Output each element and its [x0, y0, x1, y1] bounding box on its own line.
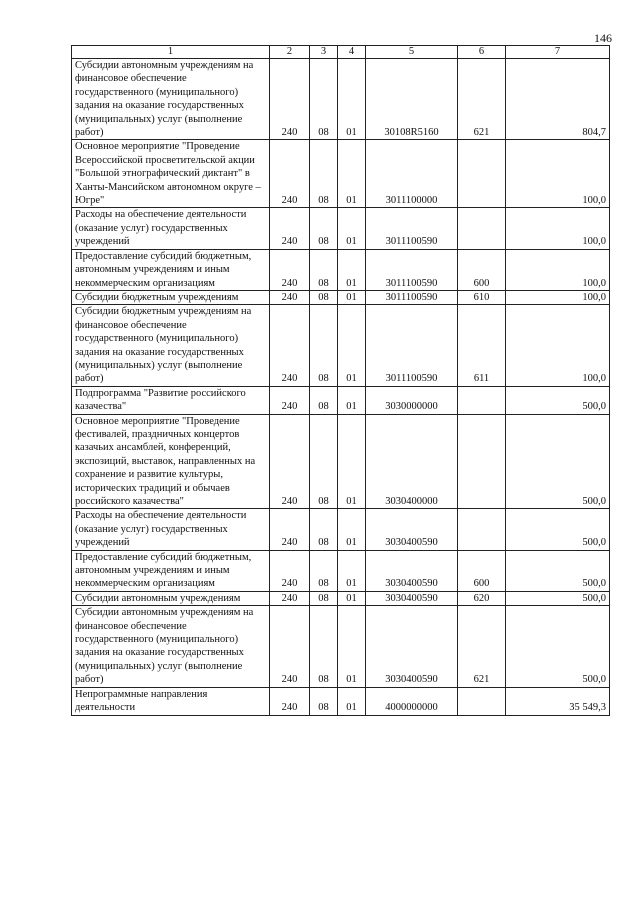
- header-col-6: 6: [458, 46, 506, 59]
- col-5-value: 4000000000: [366, 687, 458, 715]
- col-6-value: 611: [458, 305, 506, 386]
- table-row: [72, 687, 610, 715]
- col-7-value: 500,0: [506, 386, 610, 414]
- col-4-value: 01: [338, 208, 366, 249]
- col-5-value: 30108R5160: [366, 59, 458, 140]
- budget-table: [71, 45, 610, 716]
- col-5-value: 3011100590: [366, 305, 458, 386]
- col-4-value: 01: [338, 59, 366, 140]
- col-5-value: 3011100590: [366, 249, 458, 290]
- col-3-value: 08: [310, 386, 338, 414]
- col-3-value: 08: [310, 606, 338, 687]
- item-name: Основное мероприятие "Проведение Всероссийской просветительской акции "Большой этнографический диктант" в Ханты-Мансийском автономном округе – Югре": [72, 140, 270, 208]
- item-name: Субсидии бюджетным учреждениям: [72, 290, 270, 304]
- item-name: Субсидии автономным учреждениям: [72, 591, 270, 605]
- col-7-value: 804,7: [506, 59, 610, 140]
- col-4-value: 01: [338, 414, 366, 509]
- col-3-value: 08: [310, 249, 338, 290]
- col-7-value: 500,0: [506, 414, 610, 509]
- col-6-value: 621: [458, 59, 506, 140]
- col-2-value: 240: [270, 591, 310, 605]
- col-6-value: 620: [458, 591, 506, 605]
- col-5-value: 3030400000: [366, 414, 458, 509]
- item-name: Предоставление субсидий бюджетным, автономным учреждениям и иным некоммерческим организациям: [72, 249, 270, 290]
- col-6-value: [458, 208, 506, 249]
- table-row: [72, 509, 610, 550]
- col-3-value: 08: [310, 290, 338, 304]
- col-2-value: 240: [270, 305, 310, 386]
- col-4-value: 01: [338, 249, 366, 290]
- col-4-value: 01: [338, 687, 366, 715]
- col-7-value: 100,0: [506, 249, 610, 290]
- table-row: [72, 140, 610, 208]
- col-6-value: 600: [458, 249, 506, 290]
- col-4-value: 01: [338, 290, 366, 304]
- col-3-value: 08: [310, 509, 338, 550]
- item-name: Расходы на обеспечение деятельности (оказание услуг) государственных учреждений: [72, 509, 270, 550]
- col-2-value: 240: [270, 249, 310, 290]
- col-5-value: 3030400590: [366, 591, 458, 605]
- header-col-5: 5: [366, 46, 458, 59]
- col-5-value: 3030400590: [366, 509, 458, 550]
- item-name: Предоставление субсидий бюджетным, автономным учреждениям и иным некоммерческим организациям: [72, 550, 270, 591]
- col-3-value: 08: [310, 591, 338, 605]
- table-row: [72, 550, 610, 591]
- table-row: [72, 305, 610, 386]
- col-4-value: 01: [338, 550, 366, 591]
- col-3-value: 08: [310, 140, 338, 208]
- item-name: Основное мероприятие "Проведение фестивалей, праздничных концертов казачьих ансамблей, конференций, экспозиций, выставок, направленных на сохранение и развитие культуры, исторических традиций и обычаев российского казачества": [72, 414, 270, 509]
- col-5-value: 3011100590: [366, 208, 458, 249]
- header-col-1: 1: [72, 46, 270, 59]
- header-col-7: 7: [506, 46, 610, 59]
- col-3-value: 08: [310, 208, 338, 249]
- col-2-value: 240: [270, 509, 310, 550]
- table-row: [72, 606, 610, 687]
- col-3-value: 08: [310, 687, 338, 715]
- col-7-value: 500,0: [506, 550, 610, 591]
- col-2-value: 240: [270, 386, 310, 414]
- col-2-value: 240: [270, 290, 310, 304]
- col-5-value: 3011100590: [366, 290, 458, 304]
- col-7-value: 35 549,3: [506, 687, 610, 715]
- item-name: Субсидии бюджетным учреждениям на финансовое обеспечение государственного (муниципального) задания на оказание государственных (муниципальных) услуг (выполнение работ): [72, 305, 270, 386]
- col-2-value: 240: [270, 59, 310, 140]
- col-7-value: 100,0: [506, 208, 610, 249]
- table-row: [72, 591, 610, 605]
- col-5-value: 3030400590: [366, 606, 458, 687]
- col-7-value: 500,0: [506, 606, 610, 687]
- header-row: [72, 46, 610, 59]
- table-row: [72, 290, 610, 304]
- col-2-value: 240: [270, 687, 310, 715]
- item-name: Субсидии автономным учреждениям на финансовое обеспечение государственного (муниципального) задания на оказание государственных (муниципальных) услуг (выполнение работ): [72, 59, 270, 140]
- col-7-value: 500,0: [506, 591, 610, 605]
- col-4-value: 01: [338, 606, 366, 687]
- col-3-value: 08: [310, 305, 338, 386]
- col-2-value: 240: [270, 606, 310, 687]
- col-6-value: [458, 386, 506, 414]
- col-4-value: 01: [338, 305, 366, 386]
- item-name: Непрограммные направления деятельности: [72, 687, 270, 715]
- col-3-value: 08: [310, 59, 338, 140]
- col-4-value: 01: [338, 140, 366, 208]
- col-7-value: 500,0: [506, 509, 610, 550]
- col-2-value: 240: [270, 550, 310, 591]
- table-row: [72, 414, 610, 509]
- col-4-value: 01: [338, 509, 366, 550]
- item-name: Подпрограмма "Развитие российского казачества": [72, 386, 270, 414]
- col-6-value: [458, 509, 506, 550]
- col-4-value: 01: [338, 591, 366, 605]
- col-4-value: 01: [338, 386, 366, 414]
- col-3-value: 08: [310, 414, 338, 509]
- col-2-value: 240: [270, 140, 310, 208]
- header-col-3: 3: [310, 46, 338, 59]
- col-7-value: 100,0: [506, 290, 610, 304]
- col-6-value: [458, 414, 506, 509]
- col-2-value: 240: [270, 208, 310, 249]
- col-6-value: [458, 140, 506, 208]
- page-number: 146: [594, 31, 612, 45]
- col-2-value: 240: [270, 414, 310, 509]
- header-col-4: 4: [338, 46, 366, 59]
- table-row: [72, 386, 610, 414]
- table-row: [72, 249, 610, 290]
- col-7-value: 100,0: [506, 140, 610, 208]
- table-row: [72, 208, 610, 249]
- item-name: Субсидии автономным учреждениям на финансовое обеспечение государственного (муниципального) задания на оказание государственных (муниципальных) услуг (выполнение работ): [72, 606, 270, 687]
- col-3-value: 08: [310, 550, 338, 591]
- table-row: [72, 59, 610, 140]
- col-5-value: 3011100000: [366, 140, 458, 208]
- col-6-value: 600: [458, 550, 506, 591]
- col-6-value: 610: [458, 290, 506, 304]
- col-6-value: [458, 687, 506, 715]
- item-name: Расходы на обеспечение деятельности (оказание услуг) государственных учреждений: [72, 208, 270, 249]
- header-col-2: 2: [270, 46, 310, 59]
- col-5-value: 3030400590: [366, 550, 458, 591]
- col-5-value: 3030000000: [366, 386, 458, 414]
- col-7-value: 100,0: [506, 305, 610, 386]
- col-6-value: 621: [458, 606, 506, 687]
